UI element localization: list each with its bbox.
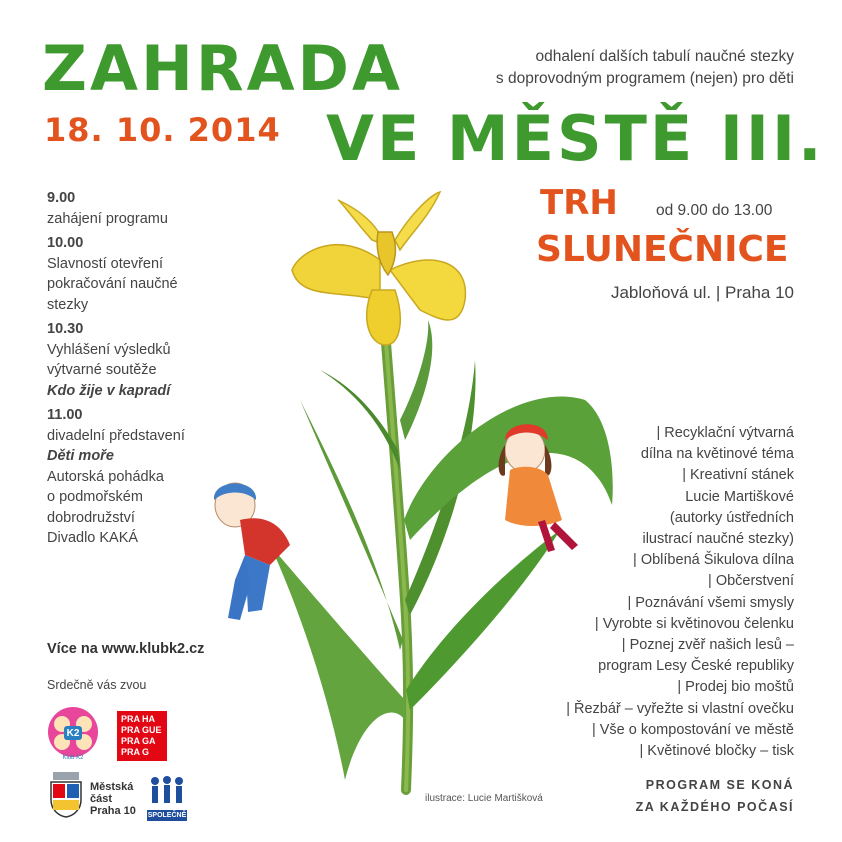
activity-item: | Řezbář – vyřežte si vlastní ovečku [566,700,794,717]
schedule-italic: Kdo žije v kapradí [47,382,171,399]
activity-item: | Květinové bločky – tisk [639,743,794,760]
activity-item: | Občerstvení [708,573,794,590]
market-place: Jabloňová ul. | Praha 10 [610,283,794,302]
market-trh: TRH [540,183,618,223]
title-line1: ZAHRADA [42,32,404,105]
schedule-line: zahájení programu [47,210,168,227]
praha-cell: G [142,747,150,757]
activity-item: | Oblíbená Šikulova dílna [633,552,794,569]
k2-caption: Klub K2 [62,755,84,761]
schedule-time: 9.00 [47,190,76,206]
praha-cell: HA [142,714,155,724]
schedule-line: dobrodružství [47,509,135,526]
praha10-crest-icon [49,770,83,818]
weather-note-line2: ZA KAŽDÉHO POČASÍ [635,800,794,814]
activity-item: | Recyklační výtvarná [656,425,794,441]
praha-cell: PRA [121,736,141,746]
activity-item: | Poznej zvěř našich lesů – [621,637,794,654]
invite-text: Srdečně vás zvou [47,678,147,692]
subtitle-line2: s doprovodným programem (nejen) pro děti [495,70,794,87]
spolecne-logo [147,775,187,819]
website-link[interactable]: Více na www.klubk2.cz [47,641,205,657]
event-date: 18. 10. 2014 [44,111,281,149]
activity-item: ilustrací naučné stezky) [642,531,794,548]
schedule-time: 10.30 [47,321,84,337]
subtitle-line1: odhalení dalších tabulí naučné stezky [535,48,794,65]
mestska-line: Praha 10 [90,805,136,817]
title-line2: VE MĚSTĚ III. [326,102,825,175]
praha-cell: PRA [121,747,141,757]
schedule-line: Slavností otevření [47,255,164,272]
spolecne-label: SPOLEČNĚ [147,812,187,819]
mestska-line: Městská [90,781,134,793]
schedule-line: pokračování naučné [47,276,178,292]
praha-cell: PRA [121,714,141,724]
schedule-line: Vyhlášení výsledků [47,341,171,358]
schedule-line: výtvarné soutěže [47,362,157,378]
activity-item: (autorky ústředních [669,509,794,526]
k2-text: K2 [66,728,80,739]
activity-item: | Vše o kompostování ve městě [591,721,794,738]
weather-note [636,774,794,818]
market-hours: od 9.00 do 13.00 [656,202,773,219]
activity-item: | Vyrobte si květinovou čelenku [594,615,794,632]
klub-k2-logo [47,706,99,762]
praha-cell: PRA [121,725,141,735]
praha-logo [117,711,167,761]
market-slunecnice: SLUNEČNICE [536,229,789,270]
weather-note-line1: PROGRAM SE KONÁ [645,778,794,792]
activity-item: program Lesy České republiky [598,658,794,675]
schedule-italic: Děti moře [47,448,114,464]
illustration-credit: ilustrace: Lucie Martišková [425,793,543,804]
schedule-line: Divadlo KAKÁ [47,530,139,546]
activity-item: Lucie Martiškové [685,488,794,505]
schedule-line: o podmořském [47,489,143,505]
praha-cell: GUE [142,725,162,735]
subtitle [454,46,794,90]
activity-item: | Kreativní stánek [682,467,794,484]
activities-list [494,423,794,762]
praha-cell: GA [142,736,156,746]
mestska-line: část [90,793,113,805]
mestska-cast-text [90,781,136,817]
schedule [47,188,247,549]
schedule-time: 11.00 [47,407,83,423]
schedule-line: divadelní představení [47,427,185,444]
schedule-line: Autorská pohádka [47,468,164,485]
activity-item: | Prodej bio moštů [677,679,794,696]
schedule-time: 10.00 [47,235,84,251]
activity-item: dílna na květinové téma [640,446,794,463]
activity-item: | Poznávání všemi smysly [627,594,794,611]
schedule-line: stezky [47,296,89,313]
